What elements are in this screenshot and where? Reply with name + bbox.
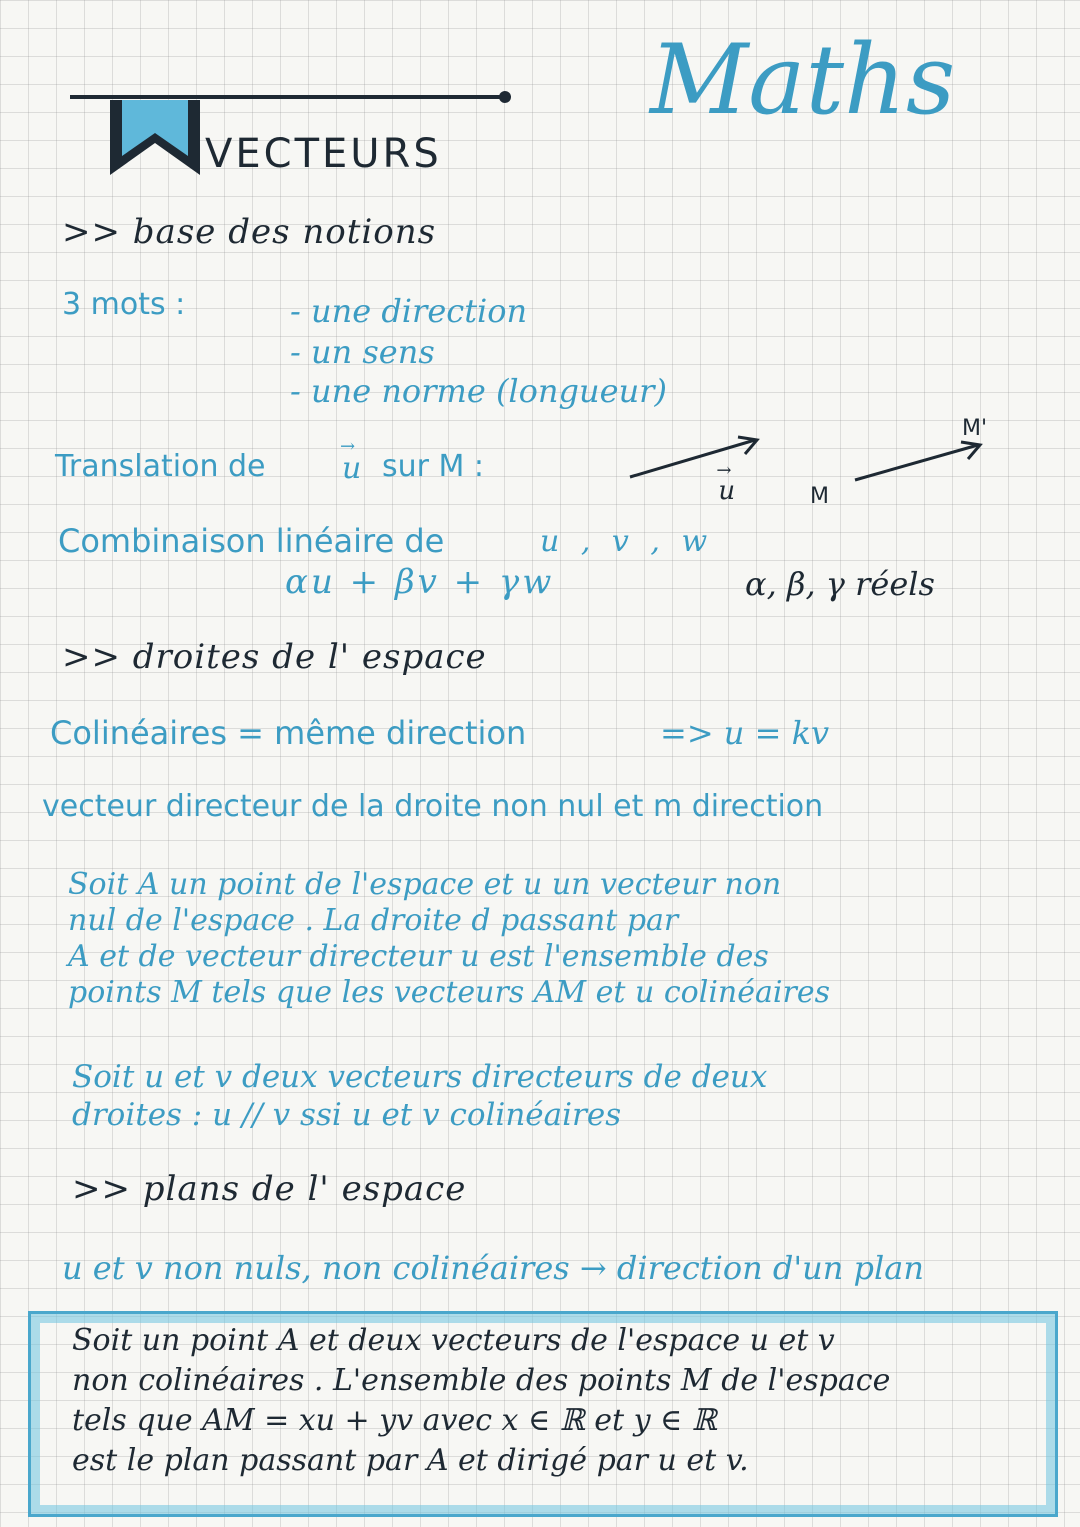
definition-line1: Soit un point A et deux vecteurs de l'espace u et v [72, 1323, 835, 1358]
definition-line3: tels que AM = xu + yv avec x ∈ ℝ et y ∈ ℝ [72, 1403, 717, 1438]
bookmark-fill-icon [122, 100, 188, 156]
section-heading-planes: >> plans de l' espace [72, 1169, 467, 1209]
translation-vector-u: → u [342, 454, 361, 484]
combination-reals: α, β, γ réels [745, 565, 935, 603]
definition-line4: est le plan passant par A et dirigé par u et v. [72, 1443, 749, 1478]
paragraph1-line2: nul de l'espace . La droite d passant par [68, 903, 679, 938]
paragraph2-line2: droites : u // v ssi u et v colinéaires [72, 1097, 622, 1133]
arrow-label-u: → u [718, 478, 735, 504]
colinear-text: Colinéaires = même direction [50, 714, 527, 752]
three-words-label: 3 mots : [62, 287, 186, 322]
section-heading-lines: >> droites de l' espace [62, 637, 487, 677]
combination-vectors: u , v , w [540, 524, 714, 559]
definition-line2: non colinéaires . L'ensemble des points M de l'espace [72, 1363, 891, 1398]
chapter-title: VECTEURS [205, 131, 442, 177]
director-vector-text: vecteur directeur de la droite non nul et m direction [42, 789, 824, 824]
translation-text: Translation de [55, 449, 266, 484]
paragraph1-line1: Soit A un point de l'espace et u un vecteur non [68, 867, 782, 902]
paragraph1-line3: A et de vecteur directeur u est l'ensemble des [68, 939, 769, 974]
title-rule-dot [499, 91, 511, 103]
bullet-norme: - une norme (longueur) [290, 372, 667, 410]
combination-text: Combinaison linéaire de [58, 522, 445, 560]
plane-direction-text: u et v non nuls, non colinéaires → direction d'un plan [62, 1249, 924, 1287]
point-m-label: M [810, 484, 829, 509]
combination-formula: αu + βv + γw [285, 562, 555, 602]
vector-mm-arrow [855, 445, 978, 480]
point-m-prime-label: M' [962, 416, 988, 441]
translation-suffix: sur M : [382, 449, 485, 484]
subject-title: Maths [650, 24, 956, 136]
section-heading-basics: >> base des notions [62, 212, 437, 252]
paragraph1-line4: points M tels que les vecteurs AM et u colinéaires [68, 975, 830, 1010]
bullet-direction: - une direction [290, 292, 528, 330]
paragraph2-line1: Soit u et v deux vecteurs directeurs de deux [72, 1059, 768, 1095]
colinear-formula: => u = kv [660, 714, 830, 752]
vector-u-arrow [630, 440, 755, 477]
bullet-sens: - un sens [290, 333, 435, 371]
